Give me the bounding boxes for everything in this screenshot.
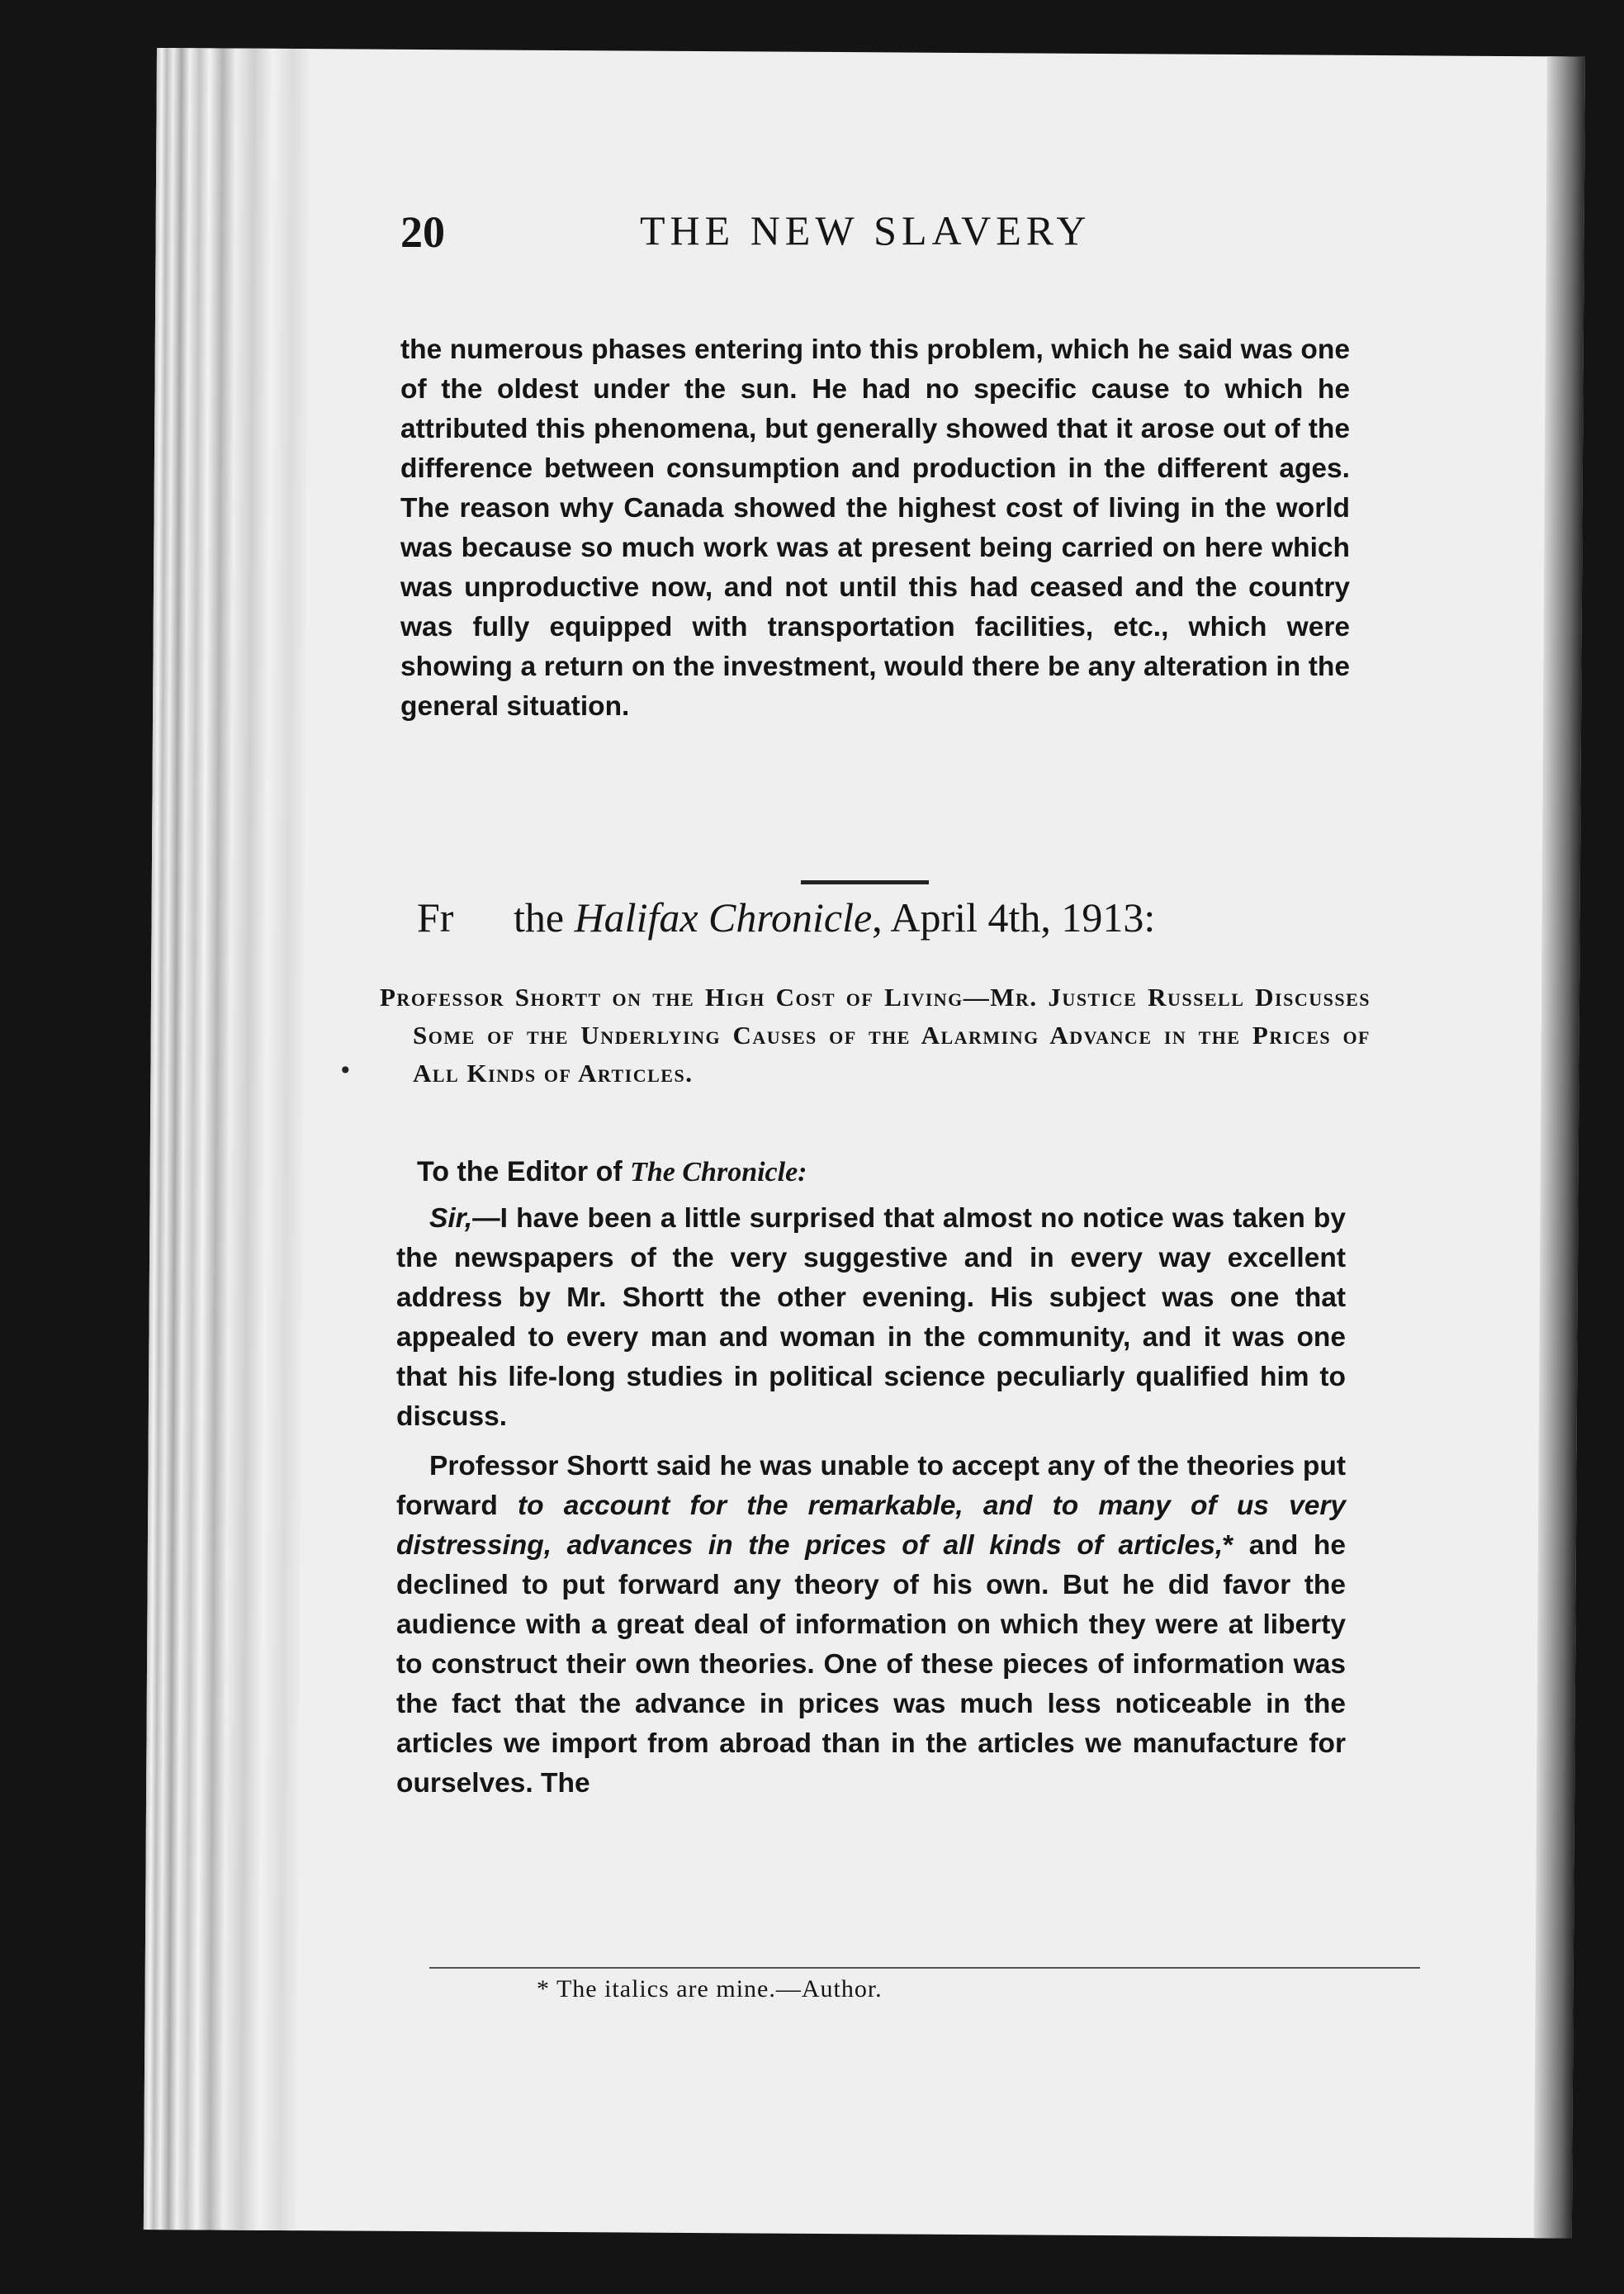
paragraph-2-end: * and he declined to put forward any theory of his own. But he did favor the audience with a great deal of information on which they were at liberty to construct their own theories. One of these pieces of information was the fact that the advance in prices was much less noticeable in the articles we import from abroad than in the articles we manufacture for ourselves. The [396,1530,1346,1799]
letter-paragraph-2 [396,1447,1346,1803]
source-date: , April 4th, 1913: [872,894,1156,941]
salutation [417,1156,807,1188]
ink-speck: • [339,1057,353,1084]
letter-paragraph-1 [396,1199,1346,1437]
sir-label: Sir, [429,1203,473,1234]
letter-body [396,1199,1346,1803]
paragraph-2-italic: to account for the remarkable, and to many of us very distressing, advances in the prices of all kinds of articles, [396,1491,1347,1561]
page-number: 20 [400,207,445,257]
continuation-block [400,330,1350,727]
article-headline: Professor Shortt on the High Cost of Living—Mr. Justice Russell Discusses Some of the Underlying Causes of the Alarming Advance in the Prices of All Kinds of Articles. [380,983,1371,1088]
book-title: THE NEW SLAVERY [640,207,1091,254]
paragraph-2-start: Professor Shortt said he was unable to accept any of the theories put forward [396,1451,1346,1521]
page-edges [144,48,310,2230]
newspaper-name: Halifax Chronicle [574,894,873,941]
running-head [400,198,1292,281]
section-divider [801,880,929,884]
continuation-paragraph: the numerous phases entering into this problem, which he said was one of the oldest under the sun. He had no specific cause to which he attributed this phenomena, but generally showed that it arose out of the difference between consumption and production in the different ages. The reason why Canada showed the highest cost of living in the world was because so much work was at present being carried on here which was unproductive now, and not until this had ceased and the country was fully equipped with transportation facilities, etc., which were showing a return on the investment, would there be any alteration in the general situation. [400,334,1350,722]
salutation-paper: The Chronicle: [630,1157,807,1187]
source-middle: the [503,894,575,941]
footnote-rule [429,1967,1420,1969]
paragraph-1-text: —I have been a little surprised that almost no notice was taken by the newspapers of the very suggestive and in every way excellent address by Mr. Shortt the other evening. His subject was one that appealed to every man and woman in the community, and it was one that his life-long studies in political science peculiarly qualified him to discuss. [396,1203,1346,1432]
salutation-prefix: To the Editor of [417,1156,631,1187]
source-line [417,893,1375,941]
source-prefix: Fr [417,894,454,941]
binding-shadow [1534,56,1585,2238]
footnote: * The italics are mine.—Author. [537,1975,883,2003]
